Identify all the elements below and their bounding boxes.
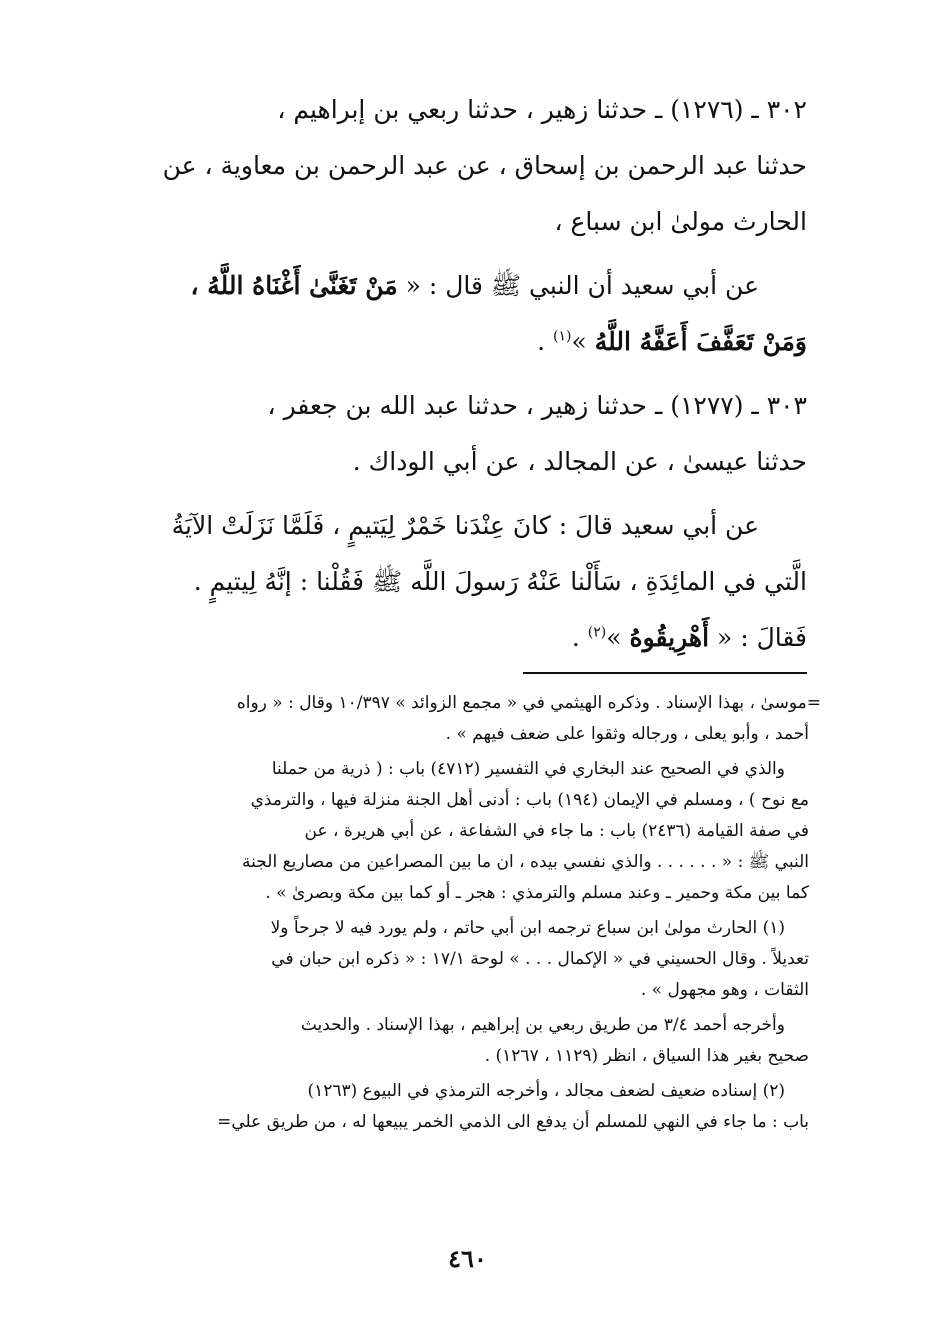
footnote-line: باب : ما جاء في النهي للمسلم أن يدفع الى الذمي الخمر يبيعها له ، من طريق علي= [217,1112,809,1132]
text-line [124,314,807,370]
footnote-2 [124,1076,809,1138]
footnote-paragraph [124,754,809,909]
footnote-line: والذي في الصحيح عند البخاري في التفسير (٤٧١٢) باب : ( ذرية من حملنا [271,759,785,779]
footnote-1 [124,913,809,1006]
footnote-line: صحيح بغير هذا السياق ، انظر (١١٢٩ ، ١٢٦٧) . [484,1046,809,1066]
footnote-ref: (١) [552,328,572,345]
footnote-line: وأخرجه أحمد ٣/٤ من طريق ربعي بن إبراهيم ، بهذا الإسناد . والحديث [300,1015,785,1035]
matn-bold: وَمَنْ تَعَفَّفَ أَعَفَّهُ اللَّهُ [594,327,807,356]
footnote-line: =موسىٰ ، بهذا الإسناد . وذكره الهيثمي في « مجمع الزوائد » ١٠/٣٩٧ وقال : « رواه [236,693,821,713]
matn-lead: فَقالَ : « [709,623,807,652]
text-line: الَّتي في المائِدَةِ ، سَأَلْنا عَنْهُ رَسولَ اللَّه ﷺ فَقُلْنا : إنَّهُ لِيتيمٍ . [193,567,807,596]
text-line [124,258,759,314]
hadith-302-matn [124,258,807,370]
hadith-302-isnad [124,82,807,250]
footnote-line: النبي ﷺ : « . . . . . . والذي نفسي بيده ، ان ما بين المصراعين من مصاريع الجنة [242,852,809,872]
footnote-line: مع نوح ) ، ومسلم في الإيمان (١٩٤) باب : أدنى أهل الجنة منزلة فيها ، والترمذي [250,790,809,810]
footnote-line: كما بين مكة وحمير ـ وعند مسلم والترمذي : هجر ـ أو كما بين مكة وبصرىٰ » . [265,883,809,903]
text-line: حدثنا عبد الرحمن بن إسحاق ، عن عبد الرحمن بن معاوية ، عن [162,151,807,180]
matn-close: » [571,327,595,356]
footnote-ref: (٢) [587,624,607,641]
footnote-line: (١) الحارث مولىٰ ابن سباع ترجمه ابن أبي حاتم ، ولم يورد فيه لا جرحاً ولا [270,918,785,938]
text-line: حدثنا عيسىٰ ، عن المجالد ، عن أبي الوداك . [352,447,807,476]
hadith-303-isnad [124,378,807,490]
footnote-line: (٢) إسناده ضعيف لضعف مجالد ، وأخرجه الترمذي في البيوع (١٢٦٣) [307,1081,785,1101]
footnote-divider [523,672,807,674]
text-line: الحارث مولىٰ ابن سباع ، [554,207,807,236]
hadith-303-matn [124,498,807,666]
footnote-line: تعديلاً . وقال الحسيني في « الإكمال . . . » لوحة ١٧/١ : « ذكره ابن حبان في [271,949,809,969]
footnote-line: الثقات ، وهو مجهول » . [640,980,809,1000]
main-text [0,82,935,674]
footnote-continuation [124,688,821,750]
text-line: ٣٠٢ ـ (١٢٧٦) ـ حدثنا زهير ، حدثنا ربعي بن إبراهيم ، [277,95,807,124]
footnote-line: في صفة القيامة (٢٤٣٦) باب : ما جاء في الشفاعة ، عن أبي هريرة ، عن [304,821,809,841]
matn-close: » [606,623,630,652]
footnotes [124,688,821,1142]
text-line: ٣٠٣ ـ (١٢٧٧) ـ حدثنا زهير ، حدثنا عبد الله بن جعفر ، [267,391,807,420]
footnote-paragraph [124,1010,809,1072]
text-line: عن أبي سعيد قالَ : كانَ عِنْدَنا خَمْرٌ لِيَتيمٍ ، فَلَمَّا نَزَلَتْ الآيَةُ [171,511,759,540]
matn-lead: عن أبي سعيد أن النبي ﷺ قال : « [397,271,759,300]
footnote-line: أحمد ، وأبو يعلى ، ورجاله وثقوا على ضعف فيهم » . [445,724,809,744]
page-number: ٤٦٠ [448,1244,487,1273]
matn-end: . [537,327,553,356]
text-line [124,610,807,666]
matn-end: . [571,623,588,652]
matn-bold: أَهْرِيقُوهُ [629,623,710,652]
matn-bold: مَنْ تَغَنَّىٰ أَغْنَاهُ اللَّهُ ، [190,271,398,300]
